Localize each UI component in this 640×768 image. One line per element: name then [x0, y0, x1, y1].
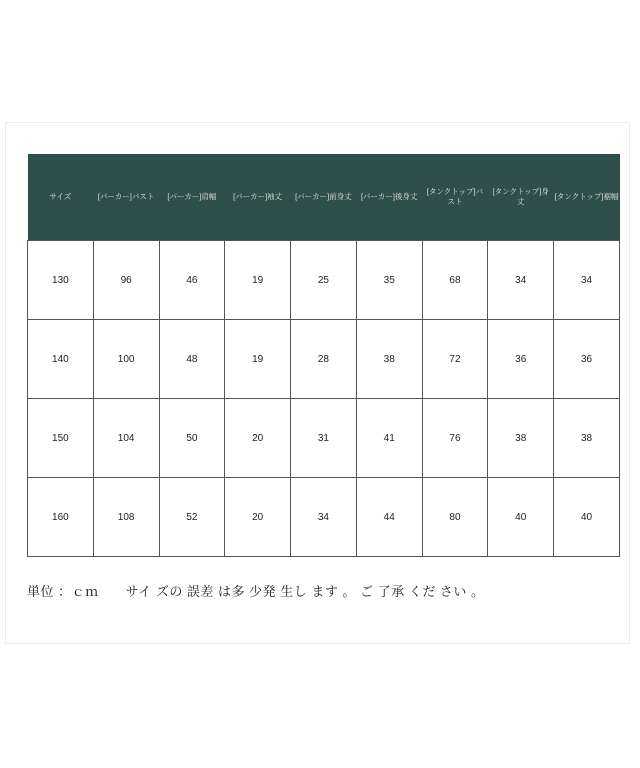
- size-value-cell: 80: [422, 478, 488, 557]
- size-chart-table: [27, 154, 620, 557]
- column-header-tanktop-bust: [タンクトップ]バスト: [422, 154, 488, 241]
- table-header-row: [28, 154, 620, 241]
- size-value-cell: 34: [291, 478, 357, 557]
- size-value-cell: 28: [291, 320, 357, 399]
- size-value-cell: 34: [488, 241, 554, 320]
- size-value-cell: 100: [93, 320, 159, 399]
- size-value-cell: 40: [554, 478, 620, 557]
- column-header-parka-back-length: [パーカー]後身丈: [356, 154, 422, 241]
- column-header-parka-shoulder: [パーカー]肩幅: [159, 154, 225, 241]
- column-header-tanktop-hem: [タンクトップ]裾幅: [554, 154, 620, 241]
- size-value-cell: 50: [159, 399, 225, 478]
- unit-note: 単位 ：ｃｍ サイ ズの 誤差 は多 少発 生し ます 。 ご 了承 くだ さい 。: [27, 584, 485, 599]
- column-header-parka-sleeve: [パーカー]袖丈: [225, 154, 291, 241]
- size-value-cell: 19: [225, 320, 291, 399]
- size-value-cell: 48: [159, 320, 225, 399]
- size-value-cell: 130: [28, 241, 94, 320]
- size-value-cell: 72: [422, 320, 488, 399]
- size-value-cell: 35: [356, 241, 422, 320]
- size-value-cell: 25: [291, 241, 357, 320]
- size-value-cell: 34: [554, 241, 620, 320]
- size-value-cell: 36: [488, 320, 554, 399]
- size-value-cell: 46: [159, 241, 225, 320]
- table-row: [28, 478, 620, 557]
- size-value-cell: 38: [554, 399, 620, 478]
- size-value-cell: 76: [422, 399, 488, 478]
- size-value-cell: 140: [28, 320, 94, 399]
- table-row: [28, 399, 620, 478]
- size-value-cell: 40: [488, 478, 554, 557]
- size-value-cell: 20: [225, 478, 291, 557]
- column-header-parka-bust: [パーカー]バスト: [93, 154, 159, 241]
- size-value-cell: 38: [488, 399, 554, 478]
- size-value-cell: 41: [356, 399, 422, 478]
- size-value-cell: 20: [225, 399, 291, 478]
- column-header-parka-front-length: [パーカー]前身丈: [291, 154, 357, 241]
- size-value-cell: 52: [159, 478, 225, 557]
- table-row: [28, 241, 620, 320]
- content-panel: [5, 122, 630, 644]
- size-value-cell: 36: [554, 320, 620, 399]
- size-value-cell: 31: [291, 399, 357, 478]
- size-value-cell: 160: [28, 478, 94, 557]
- size-value-cell: 104: [93, 399, 159, 478]
- column-header-tanktop-length: [タンクトップ]身丈: [488, 154, 554, 241]
- size-value-cell: 19: [225, 241, 291, 320]
- size-value-cell: 38: [356, 320, 422, 399]
- size-value-cell: 68: [422, 241, 488, 320]
- column-header-size: サイズ: [28, 154, 94, 241]
- size-value-cell: 44: [356, 478, 422, 557]
- size-value-cell: 96: [93, 241, 159, 320]
- size-value-cell: 150: [28, 399, 94, 478]
- table-row: [28, 320, 620, 399]
- size-value-cell: 108: [93, 478, 159, 557]
